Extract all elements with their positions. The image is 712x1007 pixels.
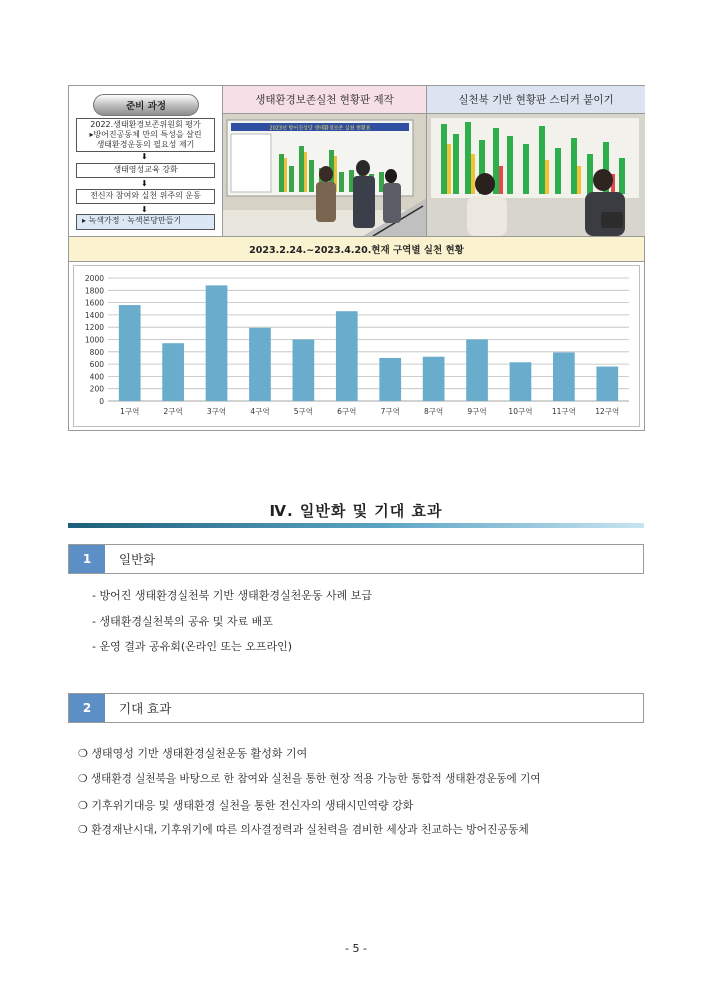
bar-7 — [379, 358, 401, 401]
y-tick-label: 0 — [99, 397, 104, 406]
x-tick-label: 4구역 — [250, 407, 270, 416]
x-tick-label: 9구역 — [467, 407, 487, 416]
section-title: Ⅳ. 일반화 및 기대 효과 — [269, 502, 443, 520]
x-tick-label: 8구역 — [423, 407, 444, 416]
process-step-1-line3: 생태환경운동의 필요성 제기 — [96, 140, 195, 149]
x-tick-label: 5구역 — [293, 407, 314, 416]
arrow-down-icon: ⬇ — [141, 179, 148, 188]
expected-effect-item-2: ❍ 생태환경 실천북을 바탕으로 한 참여와 실천을 통한 현장 적용 가능한 통합적 생태환경운동에 기여 — [78, 773, 541, 785]
generalization-item-1: - 방어진 생태환경실천북 기반 생태환경실천운동 사례 보급 — [92, 589, 372, 602]
subsection-1-number: 1 — [69, 545, 105, 573]
bar-10 — [510, 362, 532, 401]
process-step-4: ▸ 녹색가정 · 녹색본당만들기 — [76, 214, 215, 230]
photo-sticker-attaching — [426, 114, 645, 236]
bar-2 — [162, 343, 184, 401]
expected-effect-item-3: ❍ 기후위기대응 및 생태환경 실천을 통한 전신자의 생태시민역량 강화 — [78, 799, 414, 812]
process-step-1-line1: 2022.생태환경보존위원회 평가 — [90, 120, 201, 129]
bar-chart-svg — [74, 266, 639, 426]
process-diagram — [69, 86, 222, 236]
bar-chart — [73, 265, 640, 427]
x-tick-label: 7구역 — [380, 407, 400, 416]
bar-11 — [553, 352, 575, 401]
generalization-item-2: - 생태환경실천북의 공유 및 자료 배포 — [92, 615, 273, 628]
x-tick-label: 6구역 — [337, 407, 357, 416]
bar-12 — [596, 367, 618, 401]
y-tick-label: 1800 — [84, 286, 104, 296]
y-tick-label: 1200 — [84, 323, 104, 333]
photo-board-making — [222, 114, 426, 236]
process-step-2: 생태영성교육 강화 — [76, 163, 215, 178]
subsection-1-title: 일반화 — [119, 552, 156, 567]
process-step-3: 전신자 참여와 실천 위주의 운동 — [76, 189, 215, 204]
page-number: - 5 - — [345, 942, 367, 955]
bar-6 — [336, 311, 358, 401]
process-step-1 — [76, 118, 215, 152]
bar-9 — [466, 340, 488, 402]
expected-effect-item-1: ❍ 생태영성 기반 생태환경실천운동 활성화 기여 — [78, 747, 308, 760]
subsection-2-number: 2 — [69, 694, 105, 722]
arrow-down-icon: ⬇ — [141, 152, 148, 161]
process-title: 준비 과정 — [93, 94, 199, 116]
x-tick-label: 3구역 — [206, 407, 227, 416]
bar-5 — [293, 340, 315, 402]
x-tick-label: 11구역 — [551, 407, 576, 416]
y-tick-label: 600 — [89, 360, 104, 370]
process-step-1-line2: ▸방어진공동체 만의 특성을 살린 — [89, 130, 202, 139]
period-title: 2023.2.24.~2023.4.20.현재 구역별 실천 현황 — [69, 236, 644, 262]
subsection-1-header — [68, 544, 644, 574]
y-tick-label: 1600 — [84, 298, 104, 308]
board-title: 2023년 방어진성당 생태환경보존 실천 현황표 — [269, 125, 371, 132]
section-divider — [68, 523, 644, 528]
x-tick-label: 10구역 — [508, 407, 533, 416]
y-tick-label: 400 — [89, 372, 104, 382]
expected-effect-item-4: ❍ 환경재난시대, 기후위기에 따른 의사결정력과 실천력을 겸비한 세상과 친교하는 방어진공동체 — [78, 823, 529, 836]
bar-4 — [249, 328, 271, 401]
y-tick-label: 800 — [89, 347, 104, 357]
top-figure-box — [68, 85, 645, 431]
photo-header-1: 생태환경보존실천 현황판 제작 — [222, 86, 426, 114]
y-tick-label: 1000 — [84, 335, 104, 345]
y-tick-label: 2000 — [84, 274, 104, 283]
x-tick-label: 12구역 — [595, 407, 620, 416]
photo-header-2: 실천북 기반 현황판 스티커 붙이기 — [426, 86, 645, 114]
x-tick-label: 2구역 — [163, 407, 183, 416]
x-tick-label: 1구역 — [120, 407, 140, 416]
subsection-2-title: 기대 효과 — [119, 701, 172, 716]
arrow-down-icon: ⬇ — [141, 205, 148, 214]
bar-8 — [423, 357, 445, 401]
bar-1 — [119, 305, 141, 401]
generalization-item-3: - 운영 결과 공유회(온라인 또는 오프라인) — [92, 640, 293, 653]
subsection-2-header — [68, 693, 644, 723]
y-tick-label: 200 — [89, 384, 104, 394]
y-tick-label: 1400 — [84, 310, 104, 320]
bar-3 — [206, 285, 228, 401]
